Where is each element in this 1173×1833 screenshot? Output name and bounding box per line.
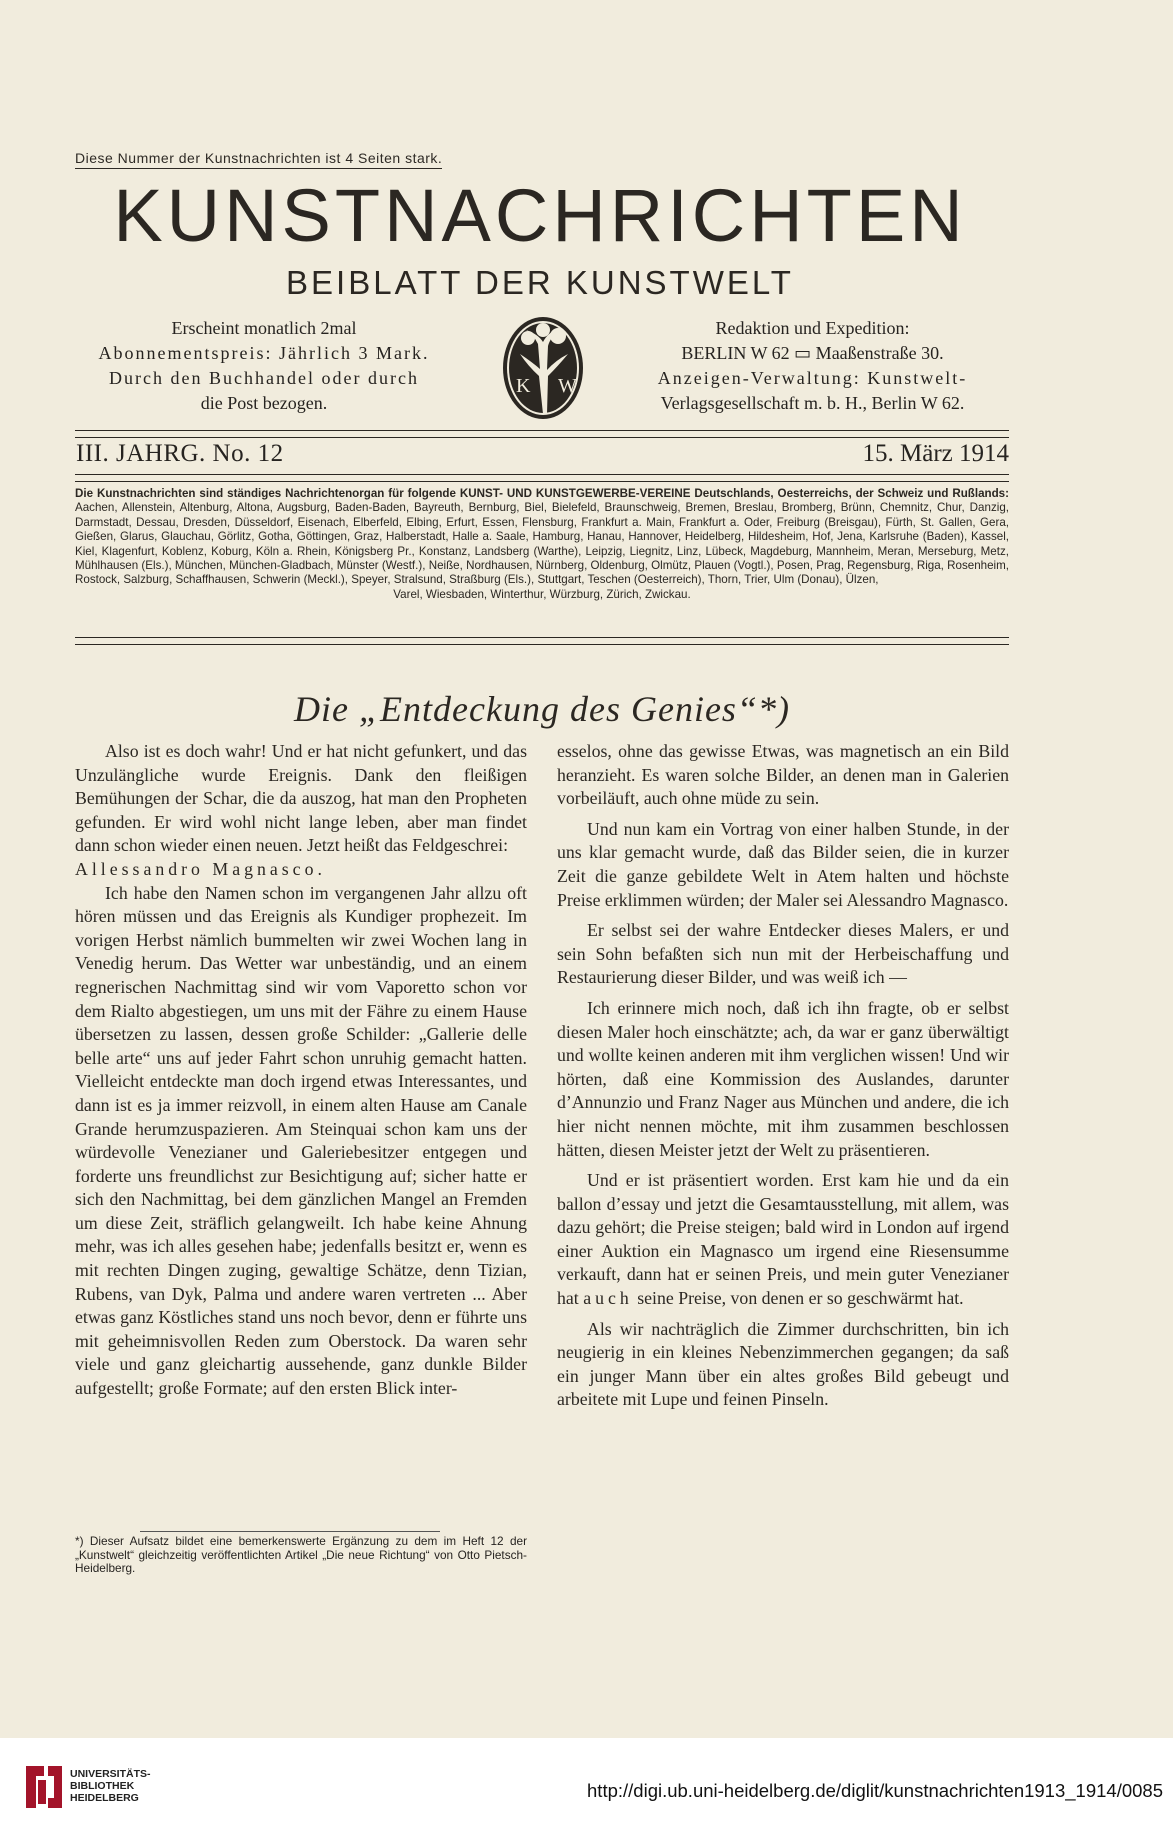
divider-rule <box>75 430 1009 438</box>
kw-tree-logo-icon <box>498 314 588 422</box>
info-left-line: Durch den Buchhandel oder durch <box>109 368 419 388</box>
emphasis-word: auch <box>583 1288 633 1309</box>
editorial-info <box>640 316 985 416</box>
paragraph: Er selbst sei der wahre Entdecker dieses Malers, er und sein Sohn befaßten sich nun mit der Herbeischaffung und Restaurierung dieser Bilder, und was weiß ich — <box>557 920 1009 988</box>
paragraph-text: Und er ist präsentiert worden. Erst kam hie und da ein ballon d’essay und jetzt die Gesamtausstellung, mit allem, was dazu gehört; die Preise steigen; bald wird in London auf irgend einer Auktion ein Magnasco um irgend eine Riesensumme verkauft, dann hat er seinen Preis, und mein guter Venezianer hat <box>557 1170 1009 1309</box>
paragraph-text: seine Preise, von denen er so geschwärmt hat. <box>637 1288 964 1309</box>
society-intro: Die Kunstnachrichten sind ständiges Nachrichtenorgan für folgende KUNST- UND KUNSTGEWERBE-VEREINE Deutschlands, Oesterreichs, der Schweiz und Rußlands: <box>75 487 1009 500</box>
masthead-subtitle: BEIBLATT DER KUNSTWELT <box>286 264 794 301</box>
info-left-line: die Post bezogen. <box>200 393 328 413</box>
page-count-note: Diese Nummer der Kunstnachrichten ist 4 Seiten stark. <box>75 150 442 169</box>
library-name-line: BIBLIOTHEK <box>70 1780 135 1792</box>
paragraph: Ich habe den Namen schon im vergangenen Jahr allzu oft hören müssen und das Ereignis als Kundiger prophezeit. Im vorigen Herbst nämlich bummelten wir zwei Wochen lang in Venedig herum. Das Wetter war unbeständig, und an einem regnerischen Nachmittag sind wir vom Vaporetto schon vor dem Rialto abgestiegen, um uns mit der Fähre zu einem Hause übersetzen zu lassen, dessen große Schilder: „Gallerie delle belle arte“ uns auf jeder Fahrt schon unruhig gemacht hatten. Vielleicht entdeckte man doch irgend etwas Interessantes, und dann ist es ja immer reizvoll, in einem alten Hause am Canale Grande herumzuspazieren. Am Steinquai schon kam uns der würdevolle Venezianer und Galeriebesitzer entgegen und forderte uns freundlichst zur Besichtigung auf; sicher hatte er sich den Nachmittag, bei dem gänzlichen Mangel an Fremden um diese Zeit, sträflich gelangweilt. Ich habe keine Ahnung mehr, was ich alles gesehen habe; jedenfalls besitzt er, wenn es mit rechten Dingen zuging, gewaltige Schätze, denn Tizian, Rubens, van Dyk, Palma und andere waren vertreten ... Aber etwas ganz Köstliches stand uns noch bevor, denn er führte uns mit geheimnisvollen Reden zum Oberstock. Da waren sehr viele und ganz gleichartig aussehende, ganz dunkle Bilder aufgestellt; große Formate; auf den ersten Blick inter- <box>75 882 527 1399</box>
paragraph: esselos, ohne das gewisse Etwas, was magnetisch an ein Bild heranzieht. Es waren solche Bilder, an denen man in Galerien vorbeiläuft, auch ohne müde zu sein. <box>557 741 1009 809</box>
info-right-line: Redaktion und Expedition: <box>715 318 910 338</box>
paragraph <box>557 1169 1009 1311</box>
divider-rule <box>75 474 1009 482</box>
logo-letter-w: W <box>558 375 577 397</box>
article-title: Die „Entdeckung des Genies“*) <box>294 689 790 729</box>
footnote: *) Dieser Aufsatz bildet eine bemerkenswerte Ergänzung zu dem im Heft 12 der „Kunstwelt“ gleichzeitig veröffentlichten Artikel „Die neue Richtung“ von Otto Pietsch-Heidelberg. <box>75 1534 527 1575</box>
footnote-rule <box>140 1531 440 1532</box>
paragraph <box>75 740 527 882</box>
info-right-line: Anzeigen-Verwaltung: Kunstwelt- <box>657 368 968 388</box>
info-right-line: BERLIN W 62 ▭ Maaßenstraße 30. <box>681 343 944 363</box>
paragraph-text: Also ist es doch wahr! Und er hat nicht gefunkert, und das Unzulängliche wurde Ereignis. Dank den fleißigen Bemühungen der Schar, die da auszog, hat man den Propheten gefunden. Er wird wohl nicht lange leben, aber man findet dann schon wieder einen neuen. Jetzt heißt das Feldgeschrei: <box>75 741 527 856</box>
subscription-info <box>78 316 450 416</box>
library-name-line: UNIVERSITÄTS- <box>70 1768 151 1780</box>
info-left-line: Abonnementspreis: Jährlich 3 Mark. <box>98 343 430 363</box>
society-list <box>75 487 1009 602</box>
library-name <box>70 1768 151 1804</box>
library-logo-icon <box>22 1762 66 1812</box>
source-url-link[interactable]: http://digi.ub.uni-heidelberg.de/diglit/kunstnachrichten1913_1914/0085 <box>587 1780 1163 1801</box>
painter-name: Allessandro Magnasco. <box>75 858 326 879</box>
society-names-last: Varel, Wiesbaden, Winterthur, Würzburg, Zürich, Zwickau. <box>393 587 691 601</box>
masthead-title: KUNSTNACHRICHTEN <box>113 174 967 257</box>
divider-rule <box>75 637 1009 645</box>
info-right-line: Verlagsgesellschaft m. b. H., Berlin W 62. <box>660 393 965 413</box>
issue-number: III. JAHRG. No. 12 <box>76 440 284 467</box>
society-names: Aachen, Allenstein, Altenburg, Altona, Augsburg, Baden-Baden, Bayreuth, Bernburg, Biel, Bielefeld, Braunschweig, Bremen, Breslau, Bromberg, Brünn, Chemnitz, Chur, Danzig, Darmstadt, Dessau, Dresden, Düsseldorf, Eisenach, Elberfeld, Elbing, Erfurt, Essen, Flensburg, Frankfurt a. Main, Frankfurt a. Oder, Freiburg (Breisgau), Fürth, St. Gallen, Gera, Gießen, Glarus, Glauchau, Görlitz, Gotha, Göttingen, Graz, Halberstadt, Halle a. Saale, Hamburg, Hanau, Hannover, Heidelberg, Hildesheim, Hof, Jena, Karlsruhe (Baden), Kassel, Kiel, Klagenfurt, Koblenz, Koburg, Köln a. Rhein, Königsberg Pr., Konstanz, Landsberg (Warthe), Leipzig, Liegnitz, Linz, Lübeck, Magdeburg, Mannheim, Meran, Merseburg, Metz, Mühlhausen (Els.), München, München-Gladbach, Münster (Westf.), Neiße, Nordhausen, Nürnberg, Oldenburg, Olmütz, Plauen (Vogtl.), Posen, Prag, Regensburg, Riga, Rosenheim, Rostock, Salzburg, Schaffhausen, Schwerin (Meckl.), Speyer, Stralsund, Straßburg (Els.), Stuttgart, Teschen (Oesterreich), Thorn, Trier, Ulm (Donau), Ülzen, <box>75 501 1009 587</box>
paragraph: Als wir nachträglich die Zimmer durchschritten, bin ich neugierig in ein kleines Nebenzimmerchen gegangen; da saß ein junger Mann über ein altes großes Bild gebeugt und arbeitete mit Lupe und feinen Pinseln. <box>557 1318 1009 1410</box>
paragraph: Ich erinnere mich noch, daß ich ihn fragte, ob er selbst diesen Maler hoch einschätzte; ach, da war er ganz überwältigt und wollte keinen anderen mit ihm verglichen wissen! Und wir hörten, daß eine Kommission des Auslandes, darunter d’Annunzio und Franz Nager aus München und andere, die ich hier nicht nennen möchte, mit ihm zusammen beschlossen hätten, diesen Meister jetzt der Welt zu präsentieren. <box>557 997 1009 1160</box>
info-left-line: Erscheint monatlich 2mal <box>171 318 357 338</box>
issue-date: 15. März 1914 <box>862 440 1009 467</box>
logo-letter-k: K <box>516 375 531 397</box>
paragraph: Und nun kam ein Vortrag von einer halben Stunde, in der uns klar gemacht wurde, daß das Bilder seien, die in kurzer Zeit die ganze gebildete Welt in Atem halten und höchste Preise erklimmen würden; der Maler sei Alessandro Magnasco. <box>557 818 1009 910</box>
article-column-right <box>557 740 1009 1412</box>
library-name-line: HEIDELBERG <box>70 1792 139 1804</box>
article-column-left <box>75 740 527 1401</box>
